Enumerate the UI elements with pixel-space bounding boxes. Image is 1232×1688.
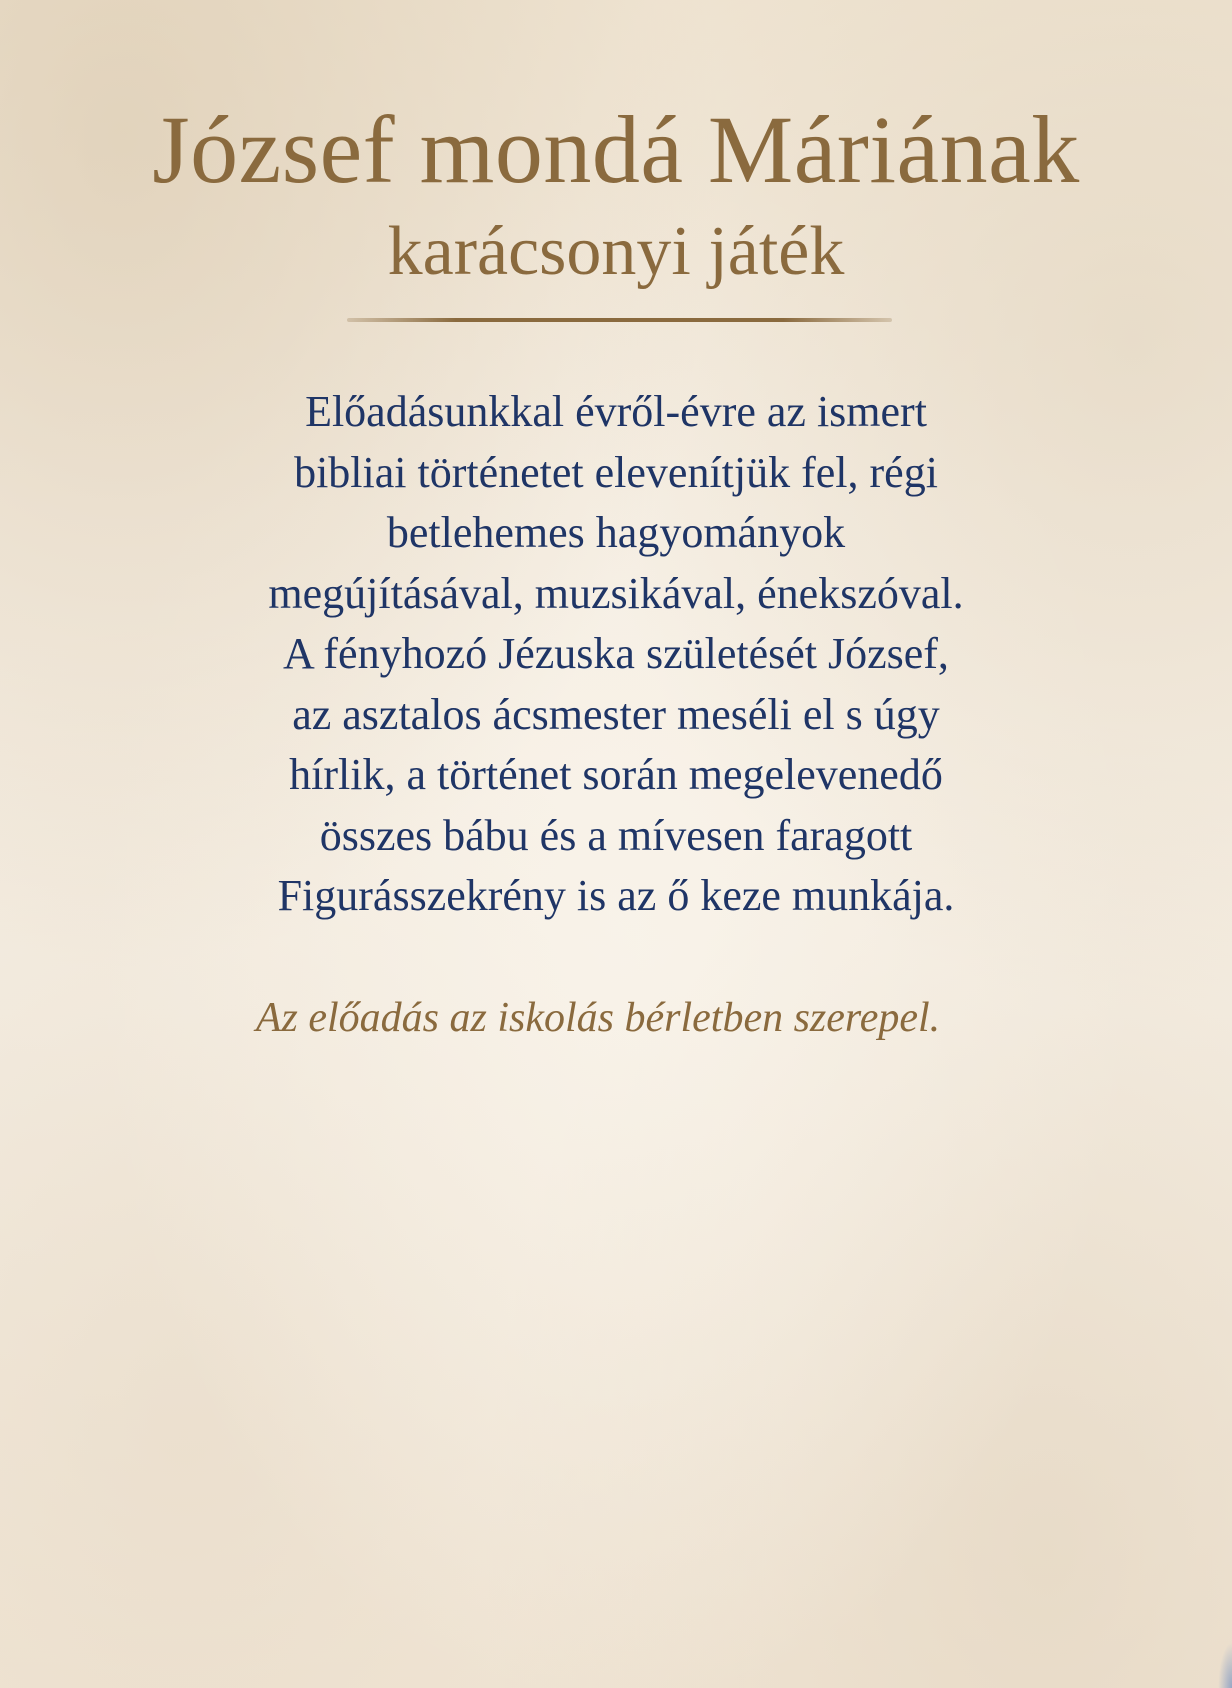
ink-stain-decoration [1218,1642,1232,1688]
description-line: hírlik, a történet során megelevenedő [289,750,943,799]
description-line: betlehemes hagyományok [386,508,846,557]
title-divider [347,318,892,322]
description-line: megújításával, muzsikával, énekszóval. [268,568,964,618]
description-line: A fényhozó Jézuska születését József, [283,629,949,678]
description-line: bibliai történetet elevenítjük fel, régi [294,447,938,497]
description-paragraph [150,382,1082,927]
description-line: összes bábu és a mívesen faragott [319,810,913,860]
page-title: József mondá Máriának [152,96,1080,203]
page-subtitle: karácsonyi játék [387,213,845,290]
description-line: Előadásunkkal évről-évre az ismert [305,387,927,436]
subscription-note: Az előadás az iskolás bérletben szerepel. [255,995,941,1041]
description-line: az asztalos ácsmester meséli el s úgy [292,689,940,739]
description-line: Figurásszekrény is az ő keze munkája. [277,871,955,920]
